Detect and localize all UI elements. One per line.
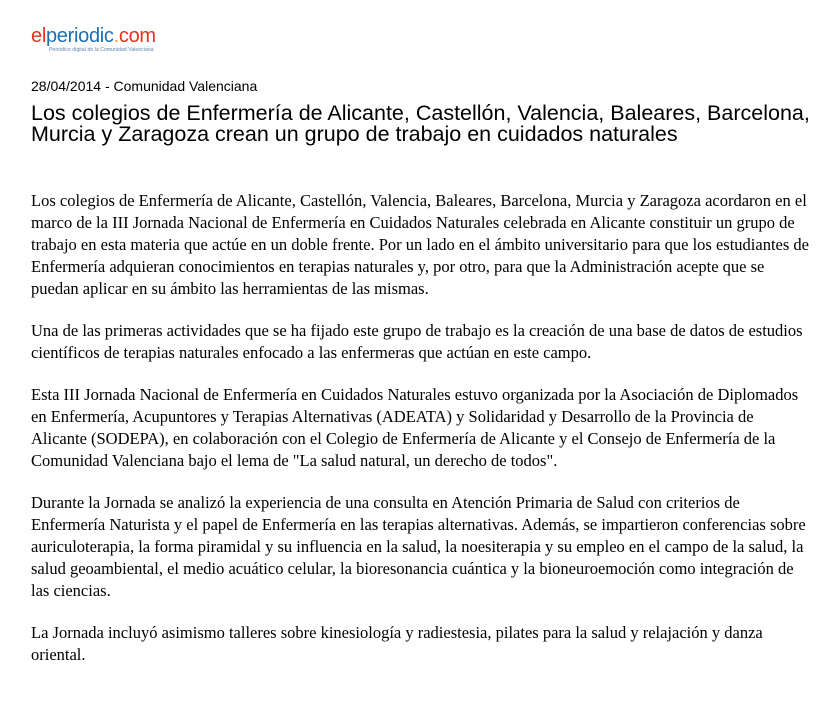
article-paragraph: Una de las primeras actividades que se ha fijado este grupo de trabajo es la creación de una base de datos de estudios científicos de terapias naturales enfocado a las enfermeras que actúan en este campo. (31, 321, 803, 362)
article-paragraph: Durante la Jornada se analizó la experiencia de una consulta en Atención Primaria de Salud con criterios de Enfermería Naturista y el papel de Enfermería en las terapias alternativas. Además, se impartieron conferencias sobre auriculoterapia, la forma piramidal y su influencia en la salud, la noesiterapia y su empleo en el campo de la salud, la salud geoambiental, el medio acuático celular, la bioresonancia cuántica y la bioneuroemoción como integración de las ciencias. (31, 493, 806, 600)
logo-wordmark (31, 26, 191, 46)
logo-part-com: com (118, 25, 156, 47)
article-paragraph: Esta III Jornada Nacional de Enfermería en Cuidados Naturales estuvo organizada por la Asociación de Diplomados en Enfermería, Acupuntores y Terapias Alternativas (ADEATA) y Solidaridad y Desarrollo de la Provincia de Alicante (SODEPA), en colaboración con el Colegio de Enfermería de Alicante y el Consejo de Enfermería de la Comunidad Valenciana bajo el lema de "La salud natural, un derecho de todos". (31, 385, 799, 470)
article-paragraph: La Jornada incluyó asimismo talleres sobre kinesiología y radiestesia, pilates para la salud y relajación y danza oriental. (31, 623, 763, 664)
article-headline: Los colegios de Enfermería de Alicante, Castellón, Valencia, Baleares, Barcelona, Murcia y Zaragoza crean un grupo de trabajo en cuidados naturales (31, 101, 810, 146)
article-body (31, 190, 811, 686)
logo-part-periodic: periodic (45, 25, 114, 47)
logo-part-dot: . (113, 25, 119, 47)
site-logo[interactable] (31, 26, 191, 58)
article-dateline: 28/04/2014 - Comunidad Valenciana (31, 78, 258, 94)
logo-tagline: Periódico digital de la Comunidad Valenciana (49, 47, 154, 53)
logo-part-el: el (31, 25, 46, 47)
article-paragraph: Los colegios de Enfermería de Alicante, Castellón, Valencia, Baleares, Barcelona, Murcia y Zaragoza acordaron en el marco de la III Jornada Nacional de Enfermería en Cuidados Naturales celebrada en Alicante constituir un grupo de trabajo en esta materia que actúe en un doble frente. Por un lado en el ámbito universitario para que los estudiantes de Enfermería adquieran conocimientos en terapias naturales y, por otro, para que la Administración acepte que se puedan aplicar en su ámbito las herramientas de las mismas. (31, 191, 809, 298)
